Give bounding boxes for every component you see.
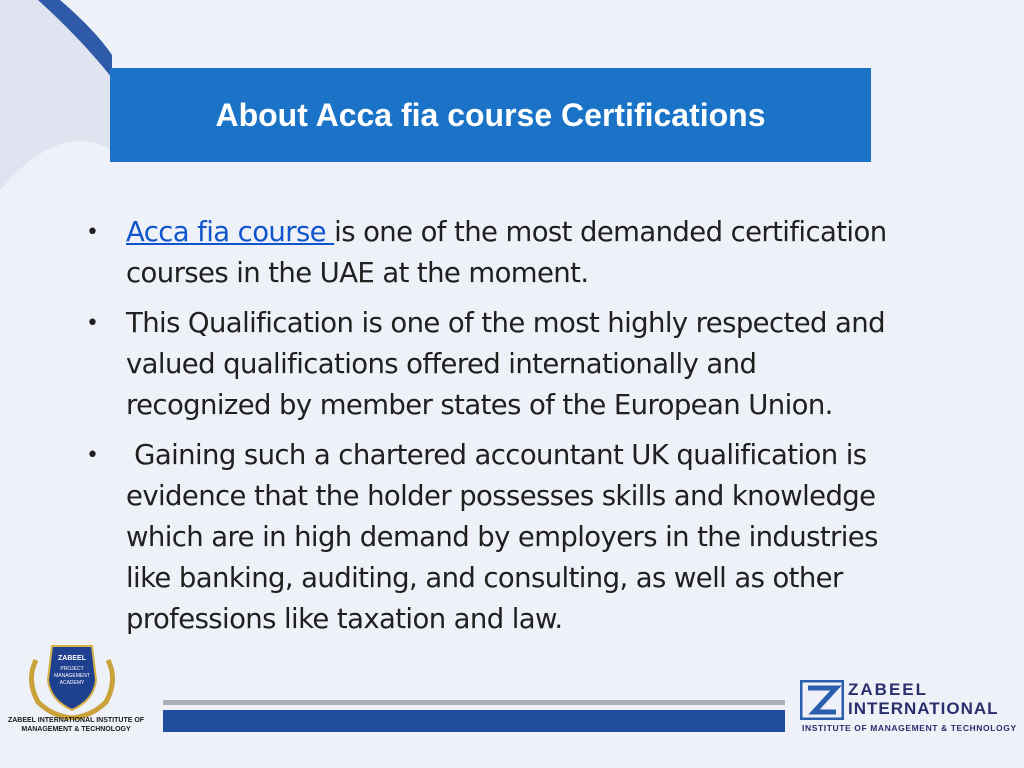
bullet-text: Gaining such a chartered accountant UK qualification is evidence that the holder possesses skills and knowledge which are in high demand by employers in the industries like banking, auditing, and consulting, as well as other professions like taxation and law. xyxy=(126,439,886,635)
badge-caption: ZABEEL INTERNATIONAL INSTITUTE OF MANAGEMENT & TECHNOLOGY xyxy=(7,717,145,733)
footer-bar-grey xyxy=(163,700,785,705)
bullet-item xyxy=(86,435,896,640)
bullet-dot: • xyxy=(86,220,99,245)
zabeel-z-logo-icon xyxy=(800,680,844,720)
bullet-text: This Qualification is one of the most highly respected and valued qualifications offered internationally and recognized by member states of the European Union. xyxy=(126,307,885,421)
logo-word-international: INTERNATIONAL xyxy=(848,699,999,718)
slide-title: About Acca fia course Certifications xyxy=(215,96,766,133)
badge-line1: ZABEEL xyxy=(58,655,86,662)
bullet-list xyxy=(86,212,896,649)
logo-tagline: INSTITUTE OF MANAGEMENT & TECHNOLOGY xyxy=(802,723,1017,733)
badge-line4: ACADEMY xyxy=(59,680,85,686)
bullet-item xyxy=(86,212,896,294)
bullet-item xyxy=(86,303,896,426)
title-banner xyxy=(110,68,871,162)
footer-bar-blue xyxy=(163,710,785,732)
bullet-text: is one of the most demanded certification courses in the UAE at the moment. xyxy=(126,216,887,289)
academy-badge-logo xyxy=(22,640,122,720)
badge-line2: PROJECT xyxy=(60,666,84,672)
bullet-dot: • xyxy=(86,443,99,468)
acca-fia-course-link[interactable]: Acca fia course xyxy=(126,216,335,248)
bullet-dot: • xyxy=(86,311,99,336)
logo-word-zabeel: ZABEEL xyxy=(848,680,928,699)
badge-line3: MANAGEMENT xyxy=(54,673,90,679)
